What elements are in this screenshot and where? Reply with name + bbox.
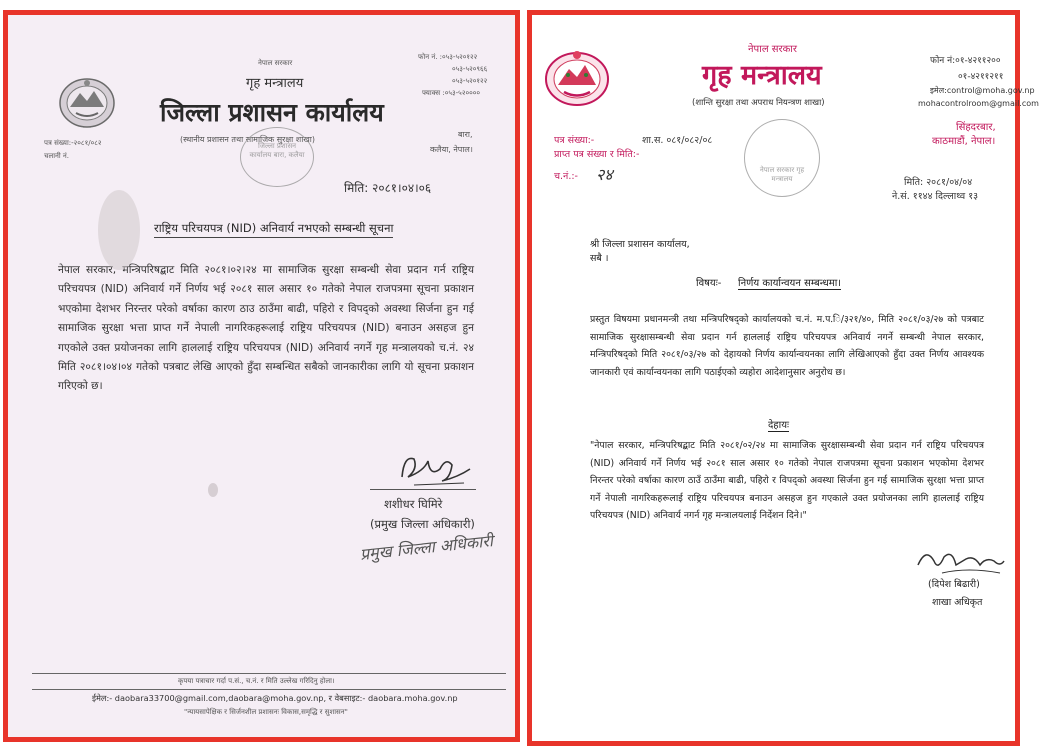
notice-subject: राष्ट्रिय परिचयपत्र (NID) अनिवार्य नभएको सम्बन्धी सूचना xyxy=(154,221,393,238)
header-small: नेपाल सरकार xyxy=(748,44,797,55)
signatory-name: (दिपेश बिढारी) xyxy=(928,579,980,590)
recipient-all: सबै । xyxy=(590,253,609,264)
ministry-name: गृह मन्त्रालय xyxy=(702,60,822,91)
phone-2: ०१-४२११२११ xyxy=(958,72,1004,82)
dispatch-number: चलानी नं. xyxy=(44,152,70,160)
email-2: mohacontrolroom@gmail.com xyxy=(918,99,1039,108)
signatory-title: शाखा अधिकृत xyxy=(932,597,983,608)
phone-2: ०५३-५२०९६६ xyxy=(452,65,488,73)
footer-motto: "न्यायसापेक्षिक र सिर्जनशील प्रशासनः विकास,समृद्धि र सुशासन" xyxy=(184,708,348,716)
scan-smudge xyxy=(98,190,140,270)
scan-dot xyxy=(208,483,218,497)
ministry-stamp xyxy=(744,119,820,197)
dispatch-label: च.नं.:- xyxy=(554,171,578,182)
nepal-emblem-icon xyxy=(544,45,610,107)
letter-number-label: पत्र संख्या:- xyxy=(554,135,595,146)
received-label: प्राप्त पत्र संख्या र मिति:- xyxy=(554,149,640,160)
notice-body: नेपाल सरकार, मन्त्रिपरिषद्बाट मिति २०८१।०२।२४ मा सामाजिक सुरक्षा सम्बन्धी सेवा प्रदान गर्न राष्ट्रिय परिचयपत्र (NID) अनिवार्य गर्ने निर्णय भई २०८१ साल असार १० गतेको नेपाल राजपत्रमा सूचना प्रकाशन भएकोमा देशभर निरन्तर परेको वर्षाका कारण ठाउ ठाउँमा बाढी, पहिरो र विपद्को अवस्था सिर्जना हुन गई सामाजिक सुरक्षा भत्ता प्राप्त गर्ने नेपाली नागरिकहरूलाई राष्ट्रिय परिचयपत्र (NID) बनाउन असहज हुन गएकोले उक्त प्रयोजनका लागि हाललाई राष्ट्रिय परिचयपत्र (NID) अनिवार्य नगर्ने गृह मन्त्रालयको च.नं. २४ मिति २०८१।०४।०४ गतेको पत्रबाट लेखि आएको हुँदा सम्बन्धित सबैको जानकारीका लागि यो सूचना प्रकाशन गरिएको छ। xyxy=(58,264,474,393)
footer-rule-mid xyxy=(32,689,506,690)
phone-1: फोन नं:०१-४२११२०० xyxy=(930,56,1001,66)
fax: फ्याक्स :०५३-५२०००० xyxy=(422,89,481,97)
signatory-name: शशीधर घिमिरे xyxy=(384,497,443,511)
footer-contact: ईमेल:- daobara33700@gmail.com,daobara@moha.gov.np, र वेबसाइट:- daobara.moha.gov.np xyxy=(92,693,458,703)
right-document xyxy=(527,10,1039,746)
email-1: इमेल:control@moha.gov.np xyxy=(930,86,1035,95)
dehay-label: देहायः xyxy=(768,417,789,432)
header-small: नेपाल सरकार xyxy=(258,59,293,67)
location-line-2: काठमाडौं, नेपाल। xyxy=(932,136,996,147)
letter-number-value: शा.स. ०८१/०८२/०८ xyxy=(642,135,713,146)
nepal-emblem-icon xyxy=(58,73,116,129)
office-title: जिल्ला प्रशासन कार्यालय xyxy=(160,98,384,127)
document-date: मिति: २०८१।०४।०६ xyxy=(344,181,432,195)
signatory-title: (प्रमुख जिल्ला अधिकारी) xyxy=(370,517,475,531)
subject-text: निर्णय कार्यान्वयन सम्बन्धमा। xyxy=(738,275,841,290)
letter-number: पत्र संख्या:-२०८१/०८२ xyxy=(44,139,102,147)
location-line-1: बारा, xyxy=(458,130,473,139)
footer-rule-top xyxy=(32,673,506,674)
handwritten-title: प्रमुख जिल्ला अधिकारी xyxy=(359,531,494,564)
left-document xyxy=(3,10,520,742)
location-line-1: सिंहदरबार, xyxy=(956,122,996,133)
document-date: मिति: २०८१/०४/०४ xyxy=(904,177,973,188)
section-name: (शान्ति सुरक्षा तथा अपराध नियन्त्रण शाखा) xyxy=(692,98,825,108)
decision-quote: "नेपाल सरकार, मन्त्रिपरिषद्बाट मिति २०८१/०२/२४ मा सामाजिक सुरक्षासम्बन्धी सेवा प्रदान गर्न राष्ट्रिय परिचयपत्र (NID) अनिवार्य गर्ने निर्णय भई २०८१ साल असार १० गतेको नेपाल राजपत्रमा सूचना प्रकाशन भएकोमा देशभर निरन्तर परेको वर्षाका कारण ठाउँ ठाउँमा बाढी, पहिरो र विपद्को अवस्था सिर्जना हुन गई सामाजिक सुरक्षा भत्ता प्राप्त गर्ने नेपाली नागरिकहरूलाई राष्ट्रिय परिचयपत्र बनाउन असहज हुन गएकाले उक्त प्रयोजनका लागि हाललाई राष्ट्रिय परिचयपत्र (NID) अनिवार्य नगर्न गृह मन्त्रालयलाई निर्देशन दिने।" xyxy=(590,440,984,522)
ministry-name: गृह मन्त्रालय xyxy=(246,76,304,91)
subject-label: विषयः- xyxy=(696,278,722,289)
recipient: श्री जिल्ला प्रशासन कार्यालय, xyxy=(590,239,690,250)
stamp-text: नेपाल सरकार गृह मन्त्रालय xyxy=(759,166,805,183)
phone-3: ०५३-५२०१२२ xyxy=(452,77,488,85)
dispatch-value: २४ xyxy=(596,165,613,184)
signature-image xyxy=(394,447,476,491)
footer-note: कृपया पत्राचार गर्दा प.सं., च.नं. र मिति उल्लेख गरिदिनु होला। xyxy=(178,677,335,685)
office-stamp xyxy=(240,127,314,187)
stamp-text: जिल्ला प्रशासन कार्यालय बारा, कलैया xyxy=(249,142,305,159)
phone-1: फोन नं. :०५३-५२०१२२ xyxy=(418,53,478,61)
signature-line xyxy=(370,489,476,490)
letter-body: प्रस्तुत विषयमा प्रधानमन्त्री तथा मन्त्रिपरिषद्को कार्यालयको च.नं. म.प.ि/३२१/४०, मिति २०८१/०३/२७ को पत्रबाट सामाजिक सुरक्षासम्बन्धी सेवा प्रदान गर्न हाललाई राष्ट्रिय परिचयपत्र अनिवार्य नगर्ने सम्बन्धी नेपाल सरकार, मन्त्रिपरिषद्को मिति २०८१/०३/२७ को देहायको निर्णय कार्यान्वयनका लागि लेखिआएको हुँदा उक्त निर्णय आवश्यक जानकारी एवं कार्यान्वयनका लागि पठाईएको व्यहोरा आदेशानुसार अनुरोध छ। xyxy=(590,314,984,378)
location-line-2: कलैया, नेपाल। xyxy=(430,145,473,154)
nepal-sambat-date: ने.सं. ११४४ दिल्लाथ्व १३ xyxy=(892,191,979,202)
section-name: (स्थानीय प्रशासन तथा सामाजिक सुरक्षा शाखा) xyxy=(180,135,316,144)
